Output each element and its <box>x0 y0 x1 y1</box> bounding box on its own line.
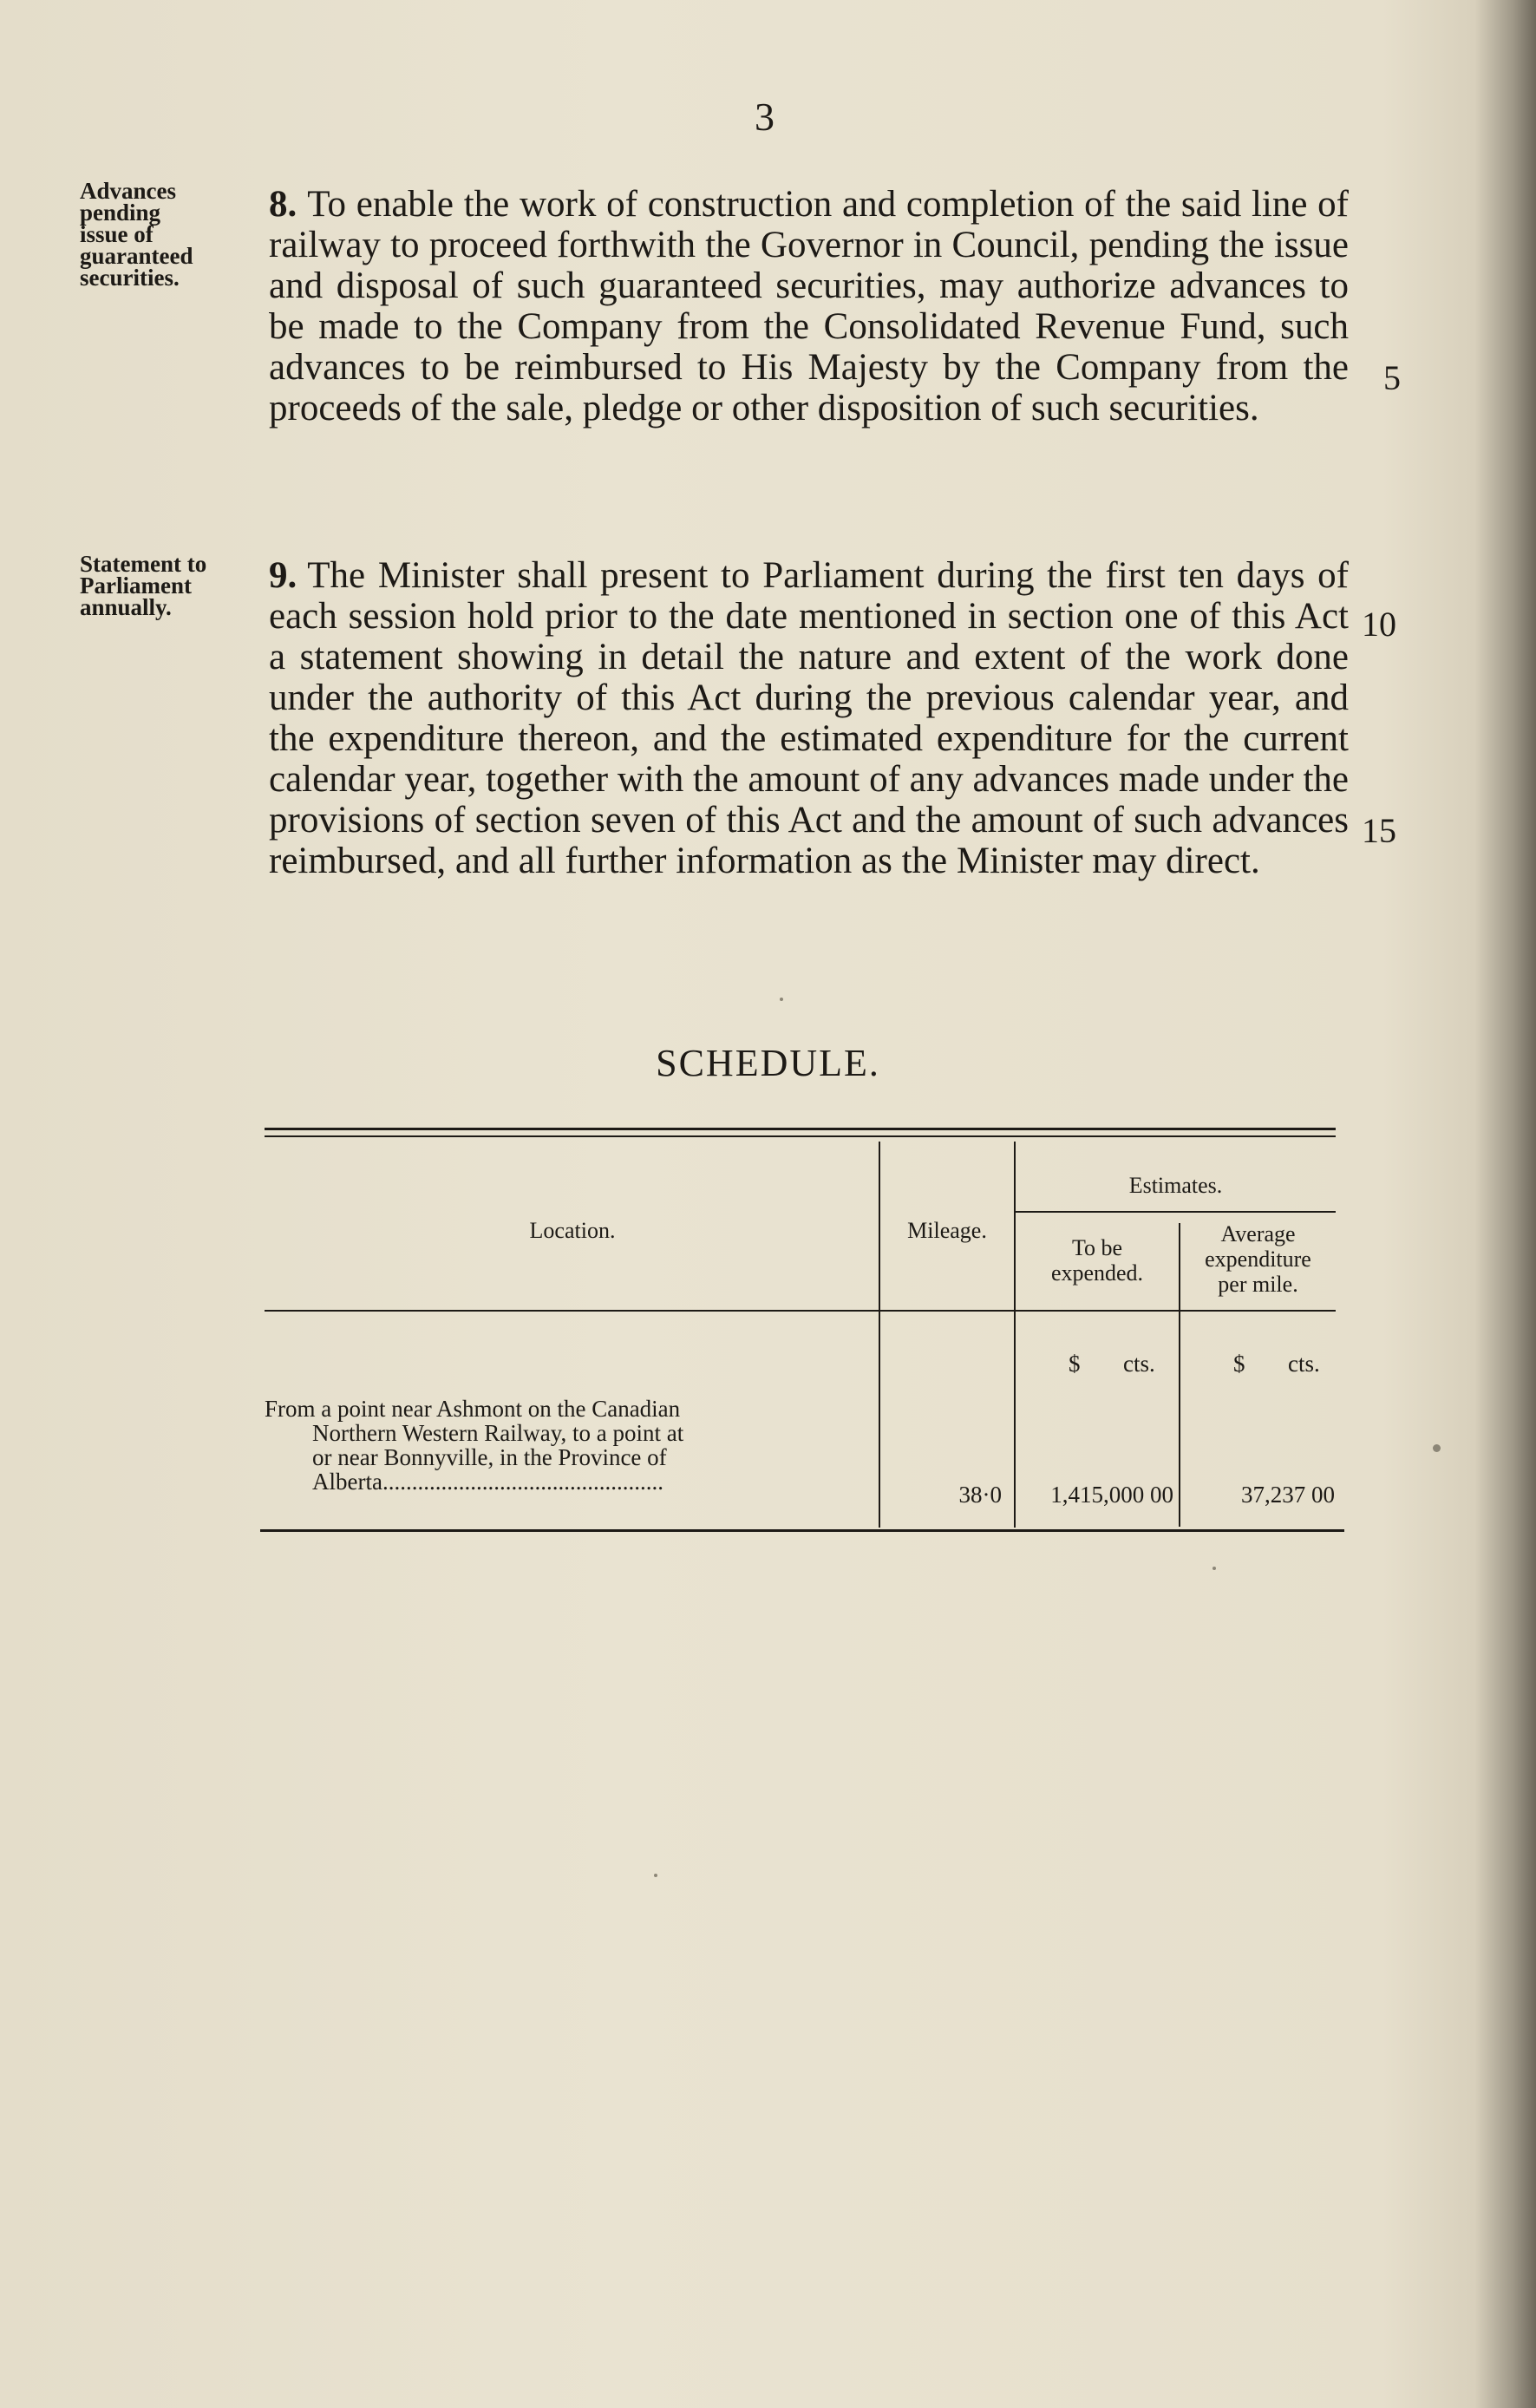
header-estimates: Estimates. <box>1128 1173 1223 1198</box>
header-bottom-rule <box>265 1310 1336 1312</box>
paper-speck <box>1212 1567 1216 1570</box>
header-average-expenditure <box>1180 1221 1336 1297</box>
margin-note-line: securities. <box>80 265 180 291</box>
estimates-rule <box>1016 1211 1336 1213</box>
location-line: Northern Western Railway, to a point at <box>312 1420 684 1446</box>
cell-average: 37,237 00 <box>1241 1482 1335 1508</box>
column-divider <box>1014 1142 1016 1528</box>
cell-location <box>265 1397 876 1494</box>
unit-cents: cts. <box>1288 1351 1320 1377</box>
line-number: 10 <box>1362 605 1396 644</box>
line-number: 15 <box>1362 811 1396 850</box>
margin-note-line: annually. <box>80 594 172 620</box>
header-mileage: Mileage. <box>907 1218 987 1243</box>
table-top-rule <box>265 1128 1336 1130</box>
margin-note-line: Advances <box>80 178 177 204</box>
header-line: expenditure <box>1205 1247 1311 1272</box>
paper-speck <box>780 998 783 1001</box>
location-line: or near Bonnyville, in the Province of <box>312 1444 667 1470</box>
header-line: per mile. <box>1218 1272 1298 1297</box>
location-line: From a point near Ashmont on the Canadian <box>265 1396 681 1422</box>
paper-speck <box>654 1874 657 1877</box>
header-line: To be <box>1071 1235 1123 1260</box>
page-number: 3 <box>755 95 775 139</box>
margin-note-line: guaranteed <box>80 243 193 269</box>
margin-note-statement <box>80 553 253 618</box>
margin-note-line: Parliament <box>80 573 192 599</box>
section-number: 9. <box>269 555 297 596</box>
section-8-paragraph <box>269 184 1349 429</box>
section-text: To enable the work of construction and completion of the said line of railway to proceed forthwith the Governor in Council, pending the issue and disposal of such guaranteed securities, may authorize advances to be made to the Company from the Consolidated Revenue Fund, such advances to be reimbursed to His Majesty by the Company from the proceeds of the sale, pledge or other disposition of such securities. <box>269 184 1349 429</box>
column-divider <box>879 1142 880 1528</box>
section-number: 8. <box>269 184 297 225</box>
unit-dollars: $ <box>1233 1351 1245 1377</box>
margin-note-line: Statement to <box>80 551 207 577</box>
cell-mileage: 38·0 <box>958 1482 1002 1508</box>
section-9-paragraph <box>269 555 1349 881</box>
section-text: The Minister shall present to Parliament during the first ten days of each session hold prior to the date mentioned in section one of this Act a statement showing in detail the nature and extent of the work done under the authority of this Act during the previous calendar year, and the expenditure thereon, and the estimated expenditure for the current calendar year, together with the amount of any advances made under the provisions of section seven of this Act and the amount of such advances reimbursed, and all further information as the Minister may direct. <box>269 555 1349 881</box>
margin-note-line: issue of <box>80 221 154 247</box>
header-line: expended. <box>1050 1260 1144 1286</box>
cell-to-be-expended: 1,415,000 00 <box>1050 1482 1173 1508</box>
margin-note-advances <box>80 180 253 289</box>
schedule-title: SCHEDULE. <box>656 1042 880 1084</box>
table-bottom-rule <box>260 1529 1344 1532</box>
table-top-rule-inner <box>265 1135 1336 1137</box>
margin-note-line: pending <box>80 200 161 226</box>
line-number: 5 <box>1383 358 1401 397</box>
header-line: Average <box>1220 1221 1296 1247</box>
header-location: Location. <box>529 1218 616 1243</box>
unit-dollars: $ <box>1069 1351 1081 1377</box>
location-line: Alberta................................................ <box>312 1469 663 1494</box>
unit-cents: cts. <box>1123 1351 1155 1377</box>
header-to-be-expended <box>1016 1235 1179 1286</box>
paper-speck <box>1433 1444 1441 1452</box>
